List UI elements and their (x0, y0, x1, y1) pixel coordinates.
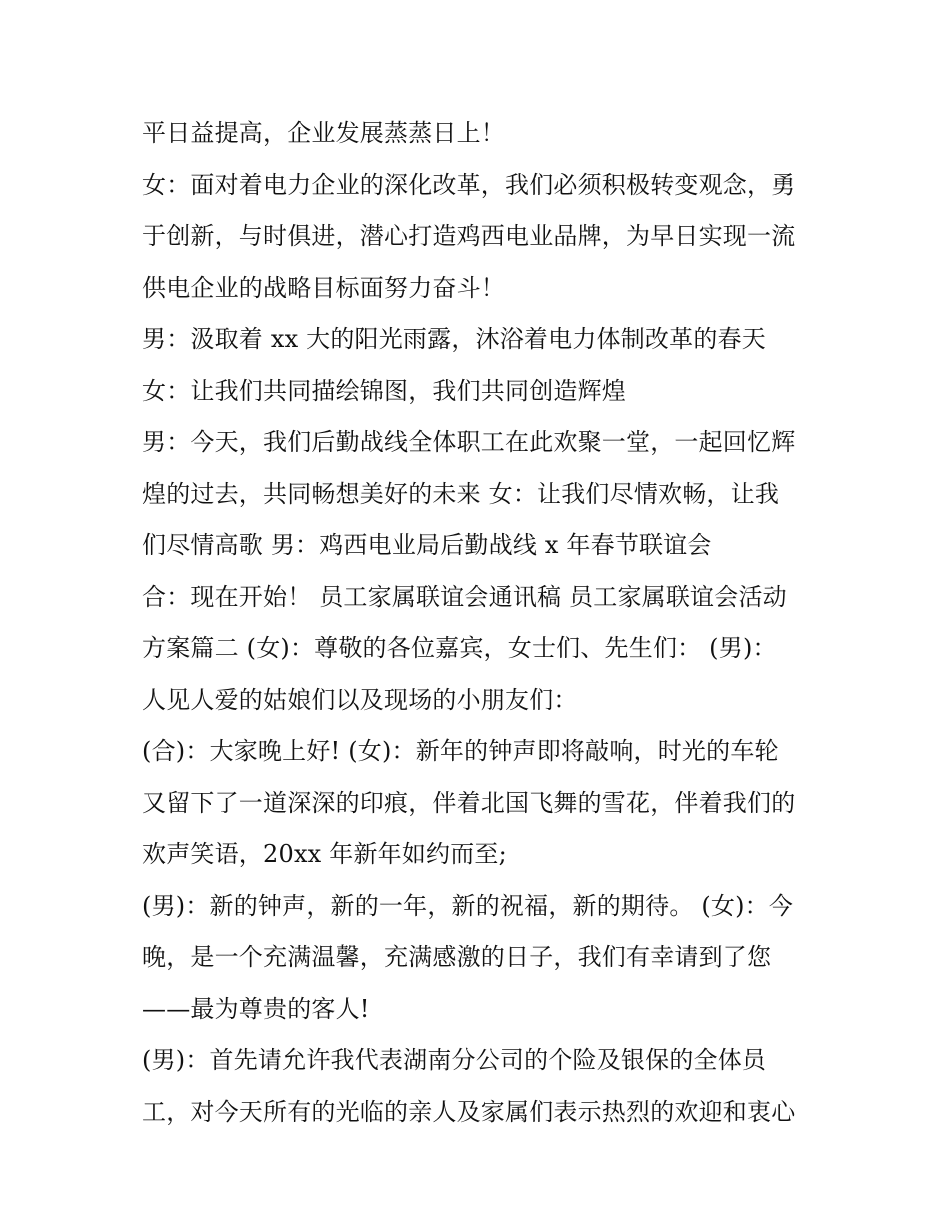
text-line: 平日益提高，企业发展蒸蒸日上！ (142, 119, 505, 147)
text-line: 女：让我们共同描绘锦图，我们共同创造辉煌 (142, 376, 626, 405)
text-line: 男：今天，我们后勤战线全体职工在此欢聚一堂，一起回忆辉 (142, 428, 796, 456)
text-line: 供电企业的战略目标面努力奋斗！ (142, 273, 505, 302)
text-line: 女：面对着电力企业的深化改革，我们必须积极转变观念，勇 (142, 170, 796, 199)
text-line: (男)：首先请允许我代表湖南分公司的个险及银保的全体员 (142, 1046, 767, 1074)
text-line: 方案篇二 (女)：尊敬的各位嘉宾，女士们、先生们： (男)： (142, 634, 777, 662)
text-line: 合：现在开始！ 员工家属联谊会通讯稿 员工家属联谊会活动 (142, 582, 787, 611)
text-line: 男：汲取着 xx 大的阳光雨露，沐浴着电力体制改革的春天 (142, 325, 766, 353)
text-line: (男)：新的钟声，新的一年，新的祝福，新的期待。 (女)：今 (142, 891, 794, 920)
text-line: ——最为尊贵的客人! (142, 994, 370, 1023)
text-line: (合)：大家晚上好! (女)：新年的钟声即将敲响，时光的车轮 (142, 737, 779, 765)
document-body (142, 108, 822, 1138)
text-line: 工，对今天所有的光临的亲人及家属们表示热烈的欢迎和衷心 (142, 1097, 796, 1126)
text-line: 欢声笑语，20xx 年新年如约而至; (142, 840, 507, 868)
text-line: 于创新，与时俱进，潜心打造鸡西电业品牌，为早日实现一流 (142, 222, 796, 250)
text-line: 又留下了一道深深的印痕，伴着北国飞舞的雪花，伴着我们的 (142, 788, 796, 817)
text-line: 人见人爱的姑娘们以及现场的小朋友们： (142, 685, 578, 714)
text-line: 晚，是一个充满温馨，充满感激的日子，我们有幸请到了您 (142, 943, 772, 971)
text-line: 煌的过去，共同畅想美好的未来 女：让我们尽情欢畅，让我 (142, 479, 780, 508)
text-line: 们尽情高歌 男：鸡西电业局后勤战线 x 年春节联谊会 (142, 531, 712, 559)
